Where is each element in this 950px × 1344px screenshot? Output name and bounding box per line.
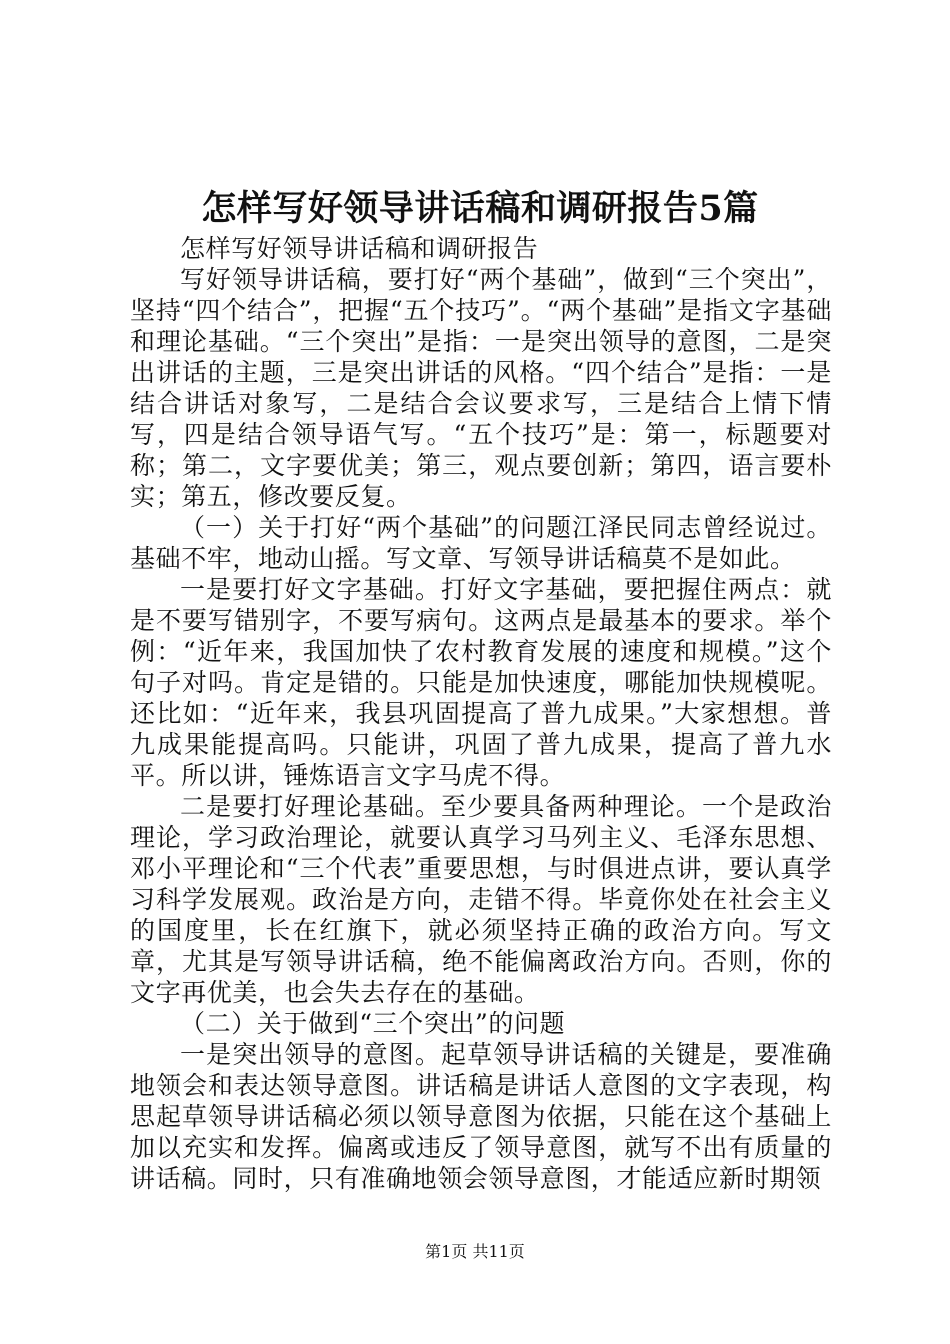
paragraph-subtitle: 怎样写好领导讲话稿和调研报告 xyxy=(180,234,539,263)
page-footer: 第1页 共11页 xyxy=(425,1242,525,1261)
document-title: 怎样写好领导讲话稿和调研报告5篇 xyxy=(201,188,759,229)
paragraph-section-1: （一）关于打好“两个基础”的问题江泽民同志曾经说过。基础不牢，地动山摇。写文章、写领导讲话稿莫不是如此。 xyxy=(130,513,832,573)
paragraph-intro: 写好领导讲话稿，要打好“两个基础”，做到“三个突出”，坚持“四个结合”，把握“五个技巧”。“两个基础”是指文字基础和理论基础。“三个突出”是指：一是突出领导的意图，二是突出讲话的主题，三是突出讲话的风格。“四个结合”是指：一是结合讲话对象写，二是结合会议要求写，三是结合上情下情写，四是结合领导语气写。“五个技巧”是：第一，标题要对称；第二，文字要优美；第三，观点要创新；第四，语言要朴实；第五，修改要反复。 xyxy=(130,265,832,511)
document-body xyxy=(130,233,832,1194)
paragraph-theory-foundation: 二是要打好理论基础。至少要具备两种理论。一个是政治理论，学习政治理论，就要认真学习马列主义、毛泽东思想、邓小平理论和“三个代表”重要思想，与时俱进点讲，要认真学习科学发展观。政治是方向，走错不得。毕竟你处在社会主义的国度里，长在红旗下，就必须坚持正确的政治方向。写文章，尤其是写领导讲话稿，绝不能偏离政治方向。否则，你的文字再优美，也会失去存在的基础。 xyxy=(130,792,832,1007)
paragraph-leader-intent: 一是突出领导的意图。起草领导讲话稿的关键是，要准确地领会和表达领导意图。讲话稿是讲话人意图的文字表现，构思起草领导讲话稿必须以领导意图为依据，只能在这个基础上加以充实和发挥。偏离或违反了领导意图，就写不出有质量的讲话稿。同时，只有准确地领会领导意图，才能适应新时期领 xyxy=(130,1040,832,1193)
paragraph-section-2: （二）关于做到“三个突出”的问题 xyxy=(180,1009,566,1038)
paragraph-text-foundation: 一是要打好文字基础。打好文字基础，要把握住两点：就是不要写错别字，不要写病句。这两点是最基本的要求。举个例：“近年来，我国加快了农村教育发展的速度和规模。”这个句子对吗。肯定是错的。只能是加快速度，哪能加快规模呢。还比如：“近年来，我县巩固提高了普九成果。”大家想想。普九成果能提高吗。只能讲，巩固了普九成果，提高了普九水平。所以讲，锤炼语言文字马虎不得。 xyxy=(130,575,832,790)
